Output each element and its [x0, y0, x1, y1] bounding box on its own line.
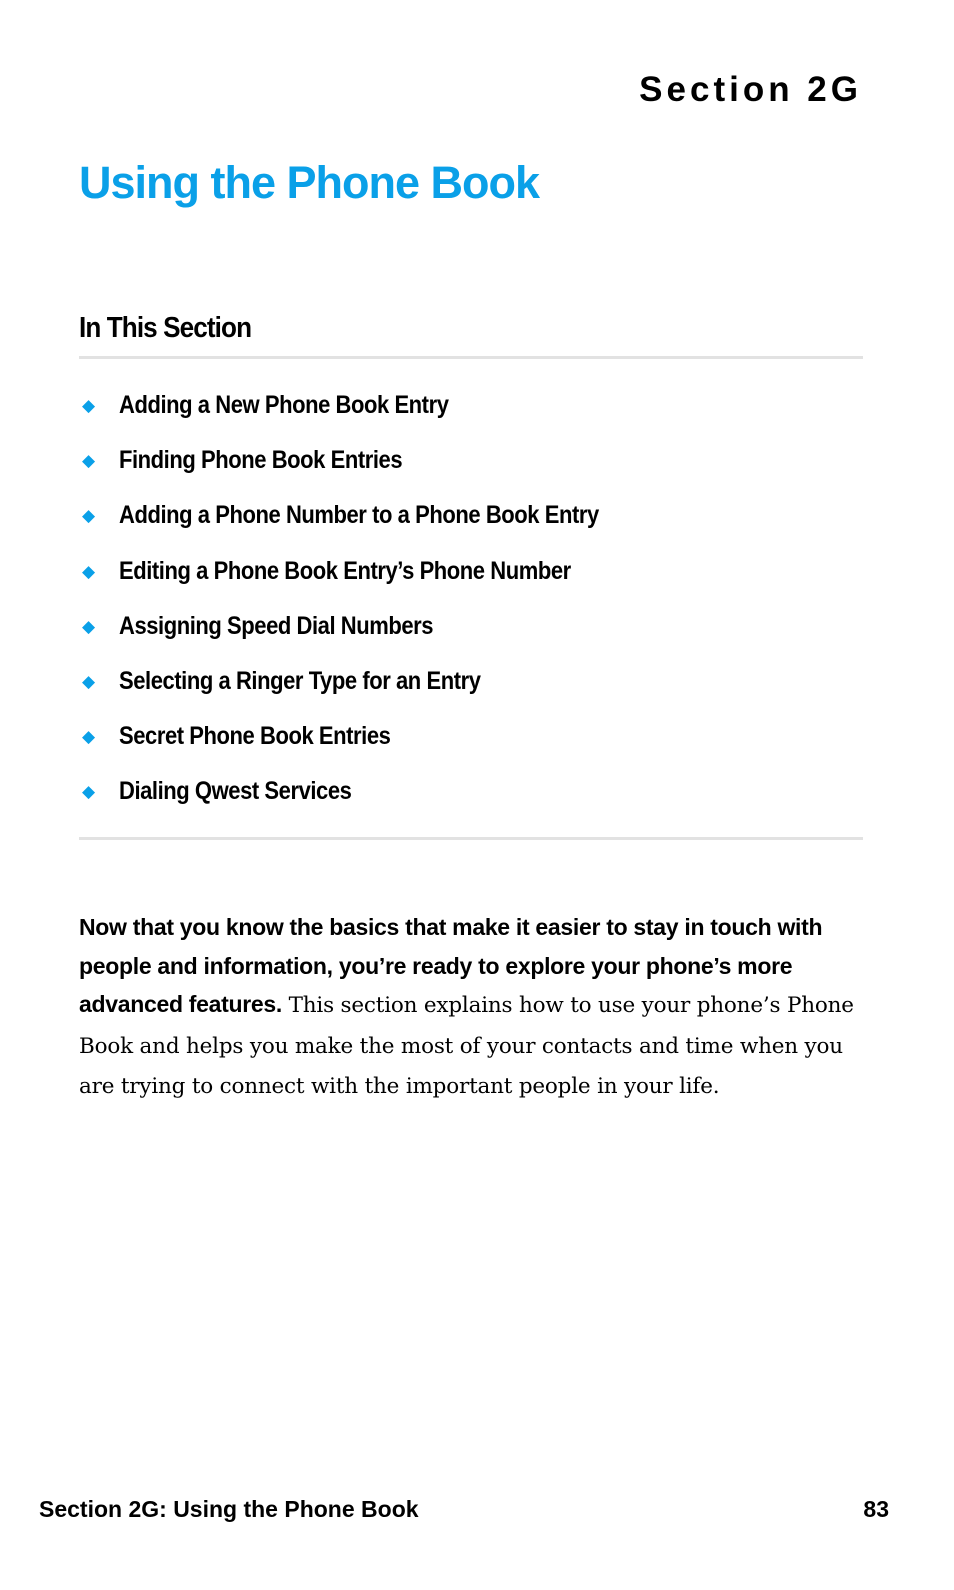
- list-item[interactable]: [79, 764, 863, 819]
- list-item-label[interactable]: Adding a New Phone Book Entry: [119, 391, 449, 420]
- list-item-label[interactable]: Finding Phone Book Entries: [119, 446, 403, 475]
- list-item[interactable]: [79, 654, 863, 709]
- page-number: 83: [863, 1496, 889, 1522]
- list-item[interactable]: [79, 433, 863, 488]
- intro-paragraph: [79, 908, 869, 1107]
- in-this-section-heading: In This Section: [79, 312, 252, 344]
- top-divider: [79, 356, 863, 359]
- list-item-label[interactable]: Secret Phone Book Entries: [119, 722, 391, 751]
- diamond-bullet-icon: ◆: [82, 616, 96, 636]
- diamond-bullet-icon: ◆: [82, 672, 96, 692]
- diamond-bullet-icon: ◆: [82, 396, 96, 416]
- intro-body-text: This section explains how to use your phone’s Phone Book and helps you make the most of your contacts and time when you are trying to connect with the important people in your life.: [79, 993, 854, 1099]
- list-item-label[interactable]: Dialing Qwest Services: [119, 777, 352, 806]
- list-item[interactable]: [79, 378, 863, 433]
- diamond-bullet-icon: ◆: [82, 727, 96, 747]
- list-item[interactable]: [79, 599, 863, 654]
- diamond-bullet-icon: ◆: [82, 451, 96, 471]
- diamond-bullet-icon: ◆: [82, 782, 96, 802]
- list-item-label[interactable]: Selecting a Ringer Type for an Entry: [119, 667, 481, 696]
- diamond-bullet-icon: ◆: [82, 506, 96, 526]
- list-item-label[interactable]: Assigning Speed Dial Numbers: [119, 611, 434, 640]
- list-item-label[interactable]: Adding a Phone Number to a Phone Book Entry: [119, 501, 599, 530]
- diamond-bullet-icon: ◆: [82, 561, 96, 581]
- section-contents-list: [79, 378, 863, 820]
- page-title: Using the Phone Book: [79, 157, 540, 208]
- list-item[interactable]: [79, 544, 863, 599]
- list-item-label[interactable]: Editing a Phone Book Entry’s Phone Number: [119, 556, 571, 585]
- bottom-divider: [79, 837, 863, 840]
- intro-lead-text: Now that you know the basics that make it easier to stay in touch with people and information, you’re ready to explore your phone’s more advanced features.: [79, 914, 823, 1017]
- footer-running-title: Section 2G: Using the Phone Book: [39, 1496, 419, 1522]
- list-item[interactable]: [79, 709, 863, 764]
- list-item[interactable]: [79, 488, 863, 543]
- section-label: Section 2G: [639, 70, 862, 109]
